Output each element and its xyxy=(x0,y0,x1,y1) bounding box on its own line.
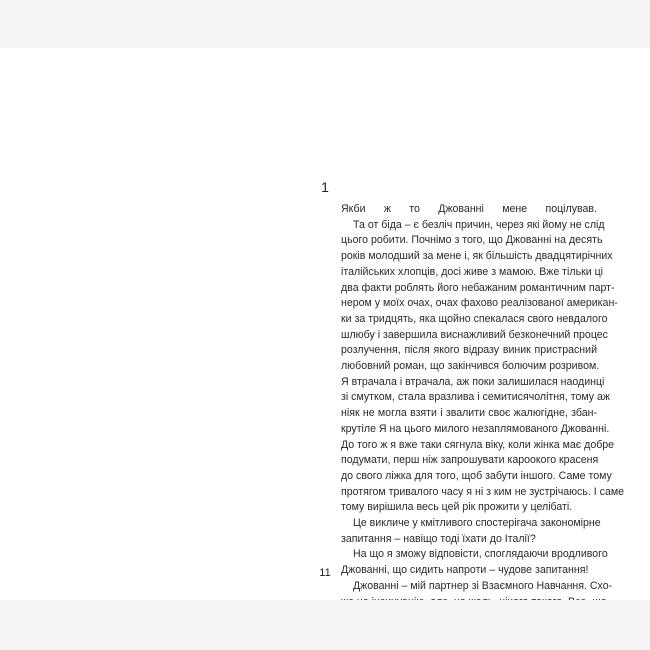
text-line: італійських хлопців, досі живе з мамою. Вже тільки ці xyxy=(341,265,604,278)
text-line: Та от біда – є безліч причин, через які йому не слід xyxy=(353,218,605,231)
text-line: любовний роман, що закінчився болючим розривом. xyxy=(341,360,600,373)
text-line: Джованні, що сидить напроти – чудове запитання! xyxy=(341,564,589,577)
bottom-margin-band xyxy=(0,600,650,650)
text-line: До того ж я вже таки сягнула віку, коли жінка має добре xyxy=(341,438,615,451)
chapter-number: 1 xyxy=(321,179,329,195)
text-line: На що я зможу відповісти, споглядаючи вродливого xyxy=(353,548,608,561)
body-text xyxy=(341,202,625,626)
text-line: Я втрачала і втрачала, аж поки залишилася наодинці xyxy=(341,375,605,388)
text-line: протягом тривалого часу я ні з ким не зустрічаюсь. І саме xyxy=(341,485,625,498)
page-number: 11 xyxy=(319,567,331,579)
text-line: цього робити. Почнімо з того, що Джованні на десять xyxy=(341,234,603,247)
text-line: подумати, перш ніж запрошувати кароокого красеня xyxy=(341,454,599,467)
text-line: шлюбу і завершила виснажливий безконечний процес xyxy=(341,328,608,341)
text-line: крутіле Я на цього милого незаплямованого Джованні. xyxy=(341,422,610,435)
text-line: Це викличе у кмітливого спостерігача закономірне xyxy=(353,517,601,530)
text-line: тому вирішила весь цей рік прожити у целібаті. xyxy=(341,501,573,514)
text-line: ніяк не могла взяти і звалити своє жалюгідне, збан- xyxy=(341,407,597,420)
text-line: зі смутком, стала вразлива і семитисячолітня, тому аж xyxy=(341,391,611,404)
text-line: до свого ліжка для того, щоб забути іншого. Саме тому xyxy=(341,469,612,482)
text-line: Якби ж то Джованні мене поцілував. xyxy=(341,203,597,215)
text-line: Джованні – мій партнер зі Взаємного Навчання. Схо- xyxy=(353,579,613,592)
text-line: років молодший за мене і, як більшість двадцятирічних xyxy=(341,250,613,263)
text-line: ки за тридцять, яка щойно спекалася свого невдалого xyxy=(341,312,608,325)
text-line: запитання – навіщо тоді їхати до Італії? xyxy=(341,532,536,545)
text-line: нером у моїх очах, очах фахово реалізованої американ- xyxy=(341,297,618,310)
top-margin-band xyxy=(0,0,650,48)
text-line: розлучення, після якого відразу виник пристрасний xyxy=(341,344,597,357)
text-line: два факти роблять його небажаним романтичним парт- xyxy=(341,281,615,294)
